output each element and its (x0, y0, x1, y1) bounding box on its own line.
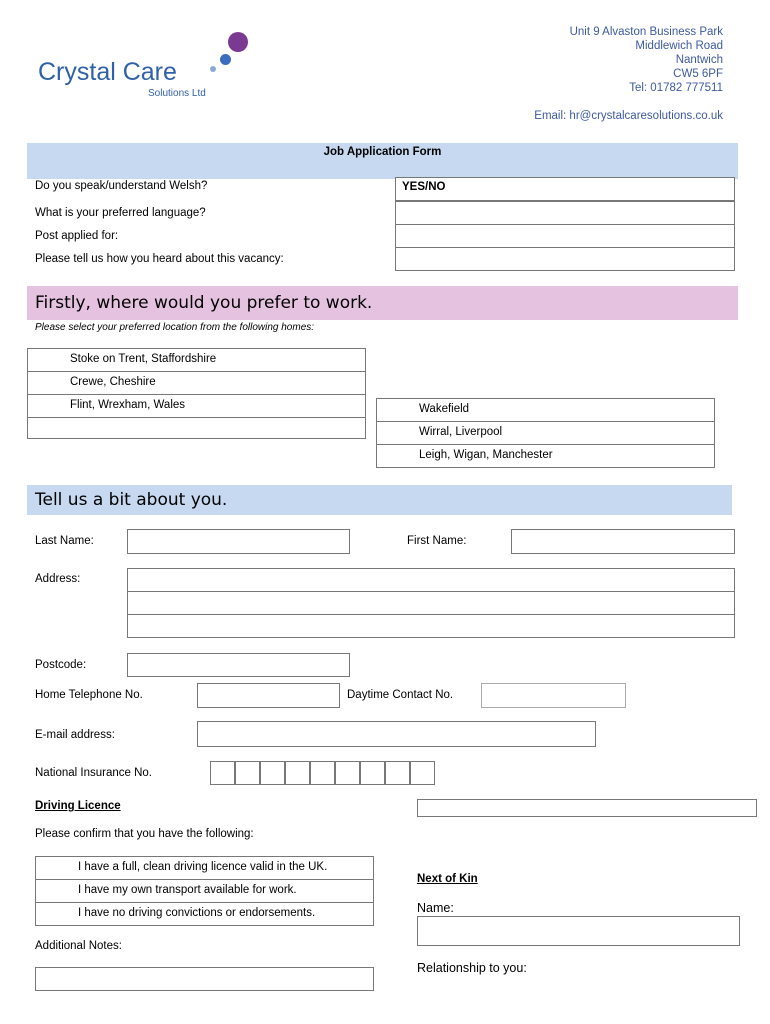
location-option[interactable] (27, 394, 366, 418)
vacancy-source-field[interactable] (395, 247, 735, 271)
location-option[interactable] (376, 398, 715, 422)
driving-option-label: I have a full, clean driving licence valid in the UK. (78, 861, 328, 873)
about-heading: Tell us a bit about you. (35, 490, 228, 510)
first-name-label: First Name: (407, 535, 467, 547)
welsh-answer-value: YES/NO (402, 181, 446, 193)
ni-digit-box[interactable] (385, 761, 410, 785)
logo-dot-small (220, 54, 231, 65)
telephone-line: Tel: 01782 777511 (629, 82, 723, 94)
location-instruction: Please select your preferred location from the following homes: (35, 322, 315, 333)
question-label: Do you speak/understand Welsh? (35, 180, 208, 192)
first-name-field[interactable] (511, 529, 735, 554)
driving-option-label: I have my own transport available for work. (78, 884, 297, 896)
preferred-language-field[interactable] (395, 201, 735, 225)
address-label: Address: (35, 573, 81, 585)
address-line: CW5 6PF (673, 68, 723, 80)
address-line-1-field[interactable] (127, 568, 735, 592)
location-option[interactable] (27, 371, 366, 395)
address-line-3-field[interactable] (127, 614, 735, 638)
question-label: What is your preferred language? (35, 207, 206, 219)
location-option[interactable] (27, 417, 366, 439)
location-option[interactable] (376, 421, 715, 445)
driving-licence-heading: Driving Licence (35, 800, 121, 812)
location-option-label: Crewe, Cheshire (70, 376, 156, 388)
ni-digit-box[interactable] (285, 761, 310, 785)
email-line: Email: hr@crystalcaresolutions.co.uk (534, 110, 723, 122)
ni-digit-box[interactable] (360, 761, 385, 785)
last-name-field[interactable] (127, 529, 350, 554)
email-field[interactable] (197, 721, 596, 747)
email-label: E-mail address: (35, 729, 115, 741)
location-option-label: Leigh, Wigan, Manchester (419, 449, 553, 461)
question-label: Please tell us how you heard about this vacancy: (35, 253, 284, 265)
home-telephone-label: Home Telephone No. (35, 689, 143, 701)
ni-digit-box[interactable] (335, 761, 360, 785)
location-option[interactable] (27, 348, 366, 372)
location-heading: Firstly, where would you prefer to work. (35, 293, 373, 313)
daytime-contact-field[interactable] (481, 683, 626, 708)
nok-name-label: Name: (417, 901, 454, 915)
location-option-label: Stoke on Trent, Staffordshire (70, 353, 217, 365)
postcode-label: Postcode: (35, 659, 87, 671)
location-option-label: Wakefield (419, 403, 470, 415)
logo-dot-large (228, 32, 248, 52)
last-name-label: Last Name: (35, 535, 94, 547)
ni-digit-box[interactable] (210, 761, 235, 785)
postcode-field[interactable] (127, 653, 350, 677)
location-option-label: Flint, Wrexham, Wales (70, 399, 186, 411)
ni-digit-box[interactable] (410, 761, 435, 785)
ni-label: National Insurance No. (35, 767, 152, 779)
driving-option-label: I have no driving convictions or endorsements. (78, 907, 316, 919)
driving-option[interactable] (35, 856, 374, 880)
driving-option[interactable] (35, 902, 374, 926)
driving-licence-field[interactable] (417, 799, 757, 817)
post-applied-field[interactable] (395, 224, 735, 248)
question-label: Post applied for: (35, 230, 119, 242)
location-heading-band (27, 286, 738, 320)
address-line: Middlewich Road (635, 40, 723, 52)
confirm-instruction: Please confirm that you have the following: (35, 828, 254, 840)
driving-option[interactable] (35, 879, 374, 903)
form-title-band (27, 143, 738, 179)
logo-dot-tiny (210, 66, 216, 72)
ni-digit-box[interactable] (235, 761, 260, 785)
ni-digit-box[interactable] (260, 761, 285, 785)
address-line-2-field[interactable] (127, 591, 735, 615)
address-line: Nantwich (675, 54, 723, 66)
location-option[interactable] (376, 444, 715, 468)
welsh-answer-field[interactable] (395, 177, 735, 201)
logo-name: Crystal Care (38, 58, 177, 86)
additional-notes-label: Additional Notes: (35, 940, 122, 952)
additional-notes-field[interactable] (35, 967, 374, 991)
form-title: Job Application Form (323, 146, 442, 158)
home-telephone-field[interactable] (197, 683, 340, 708)
ni-digit-box[interactable] (310, 761, 335, 785)
nok-relationship-label: Relationship to you: (417, 961, 527, 975)
about-heading-band (27, 485, 732, 515)
company-logo (38, 28, 258, 108)
nok-name-field[interactable] (417, 916, 740, 946)
daytime-contact-label: Daytime Contact No. (347, 689, 454, 701)
logo-subtitle: Solutions Ltd (148, 88, 206, 99)
location-option-label: Wirral, Liverpool (419, 426, 503, 438)
address-line: Unit 9 Alvaston Business Park (569, 26, 723, 38)
next-of-kin-heading: Next of Kin (417, 873, 478, 885)
ni-number-field[interactable] (210, 761, 436, 785)
